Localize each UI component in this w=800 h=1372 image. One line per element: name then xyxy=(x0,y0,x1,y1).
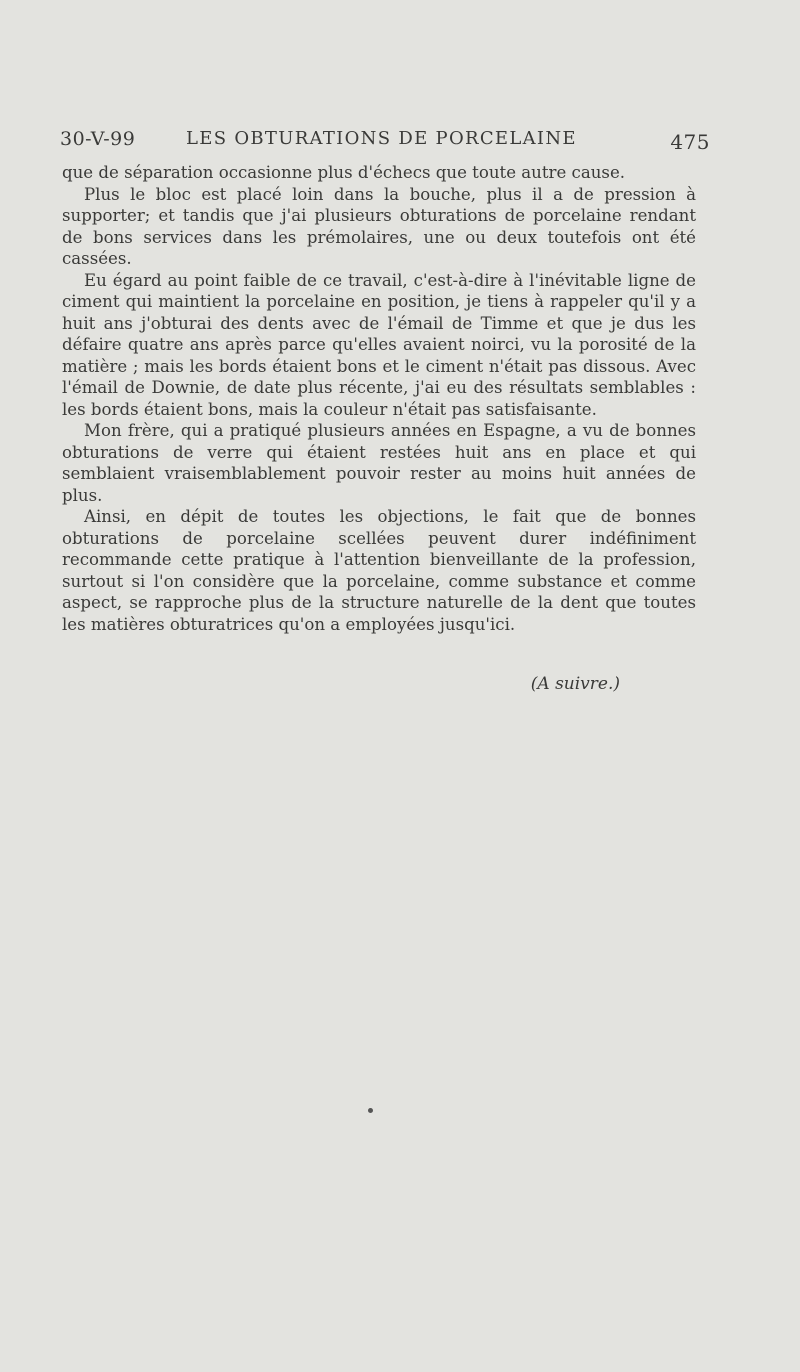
paragraph: Eu égard au point faible de ce travail, c'est-à-dire à l'inévitable ligne de ciment qui maintient la porcelaine en position, je tiens à rappeler qu'il y a huit ans j'obturai des dents avec de l'émail de Timme et que je dus les défaire quatre ans après parce qu'elles avaient noirci, vu la porosité de la matière ; mais les bords étaient bons et le ciment n'était pas dissous. Avec l'émail de Downie, de date plus récente, j'ai eu des résultats semblables : les bords étaient bons, mais la couleur n'était pas satisfaisante. xyxy=(62,270,696,419)
body-text xyxy=(62,162,696,635)
paragraph-continuation: que de séparation occasionne plus d'échecs que toute autre cause. xyxy=(62,163,626,182)
running-header xyxy=(60,128,710,158)
paragraph: Plus le bloc est placé loin dans la bouche, plus il a de pression à supporter; et tandis que j'ai plusieurs obturations de porcelaine rendant de bons services dans les prémolaires, une ou deux toutefois ont été cassées. xyxy=(62,184,696,268)
header-date: 30-V-99 xyxy=(60,128,136,150)
header-title: LES OBTURATIONS DE PORCELAINE xyxy=(186,128,577,149)
page-number: 475 xyxy=(670,130,710,154)
paragraph: Mon frère, qui a pratiqué plusieurs années en Espagne, a vu de bonnes obturations de verre qui étaient restées huit ans en place et qui semblaient vraisemblablement pouvoir rester au moins huit années de plus. xyxy=(62,421,696,505)
to-be-continued: (A suivre.) xyxy=(530,674,620,694)
paragraph: Ainsi, en dépit de toutes les objections, le fait que de bonnes obturations de porcelaine scellées peuvent durer indéfiniment recommande cette pratique à l'attention bienveillante de la profession, surtout si l'on considère que la porcelaine, comme substance et comme aspect, se rapproche plus de la structure naturelle de la dent que toutes les matières obturatrices qu'on a employées jusqu'ici. xyxy=(62,507,696,634)
ink-spot xyxy=(368,1108,373,1113)
